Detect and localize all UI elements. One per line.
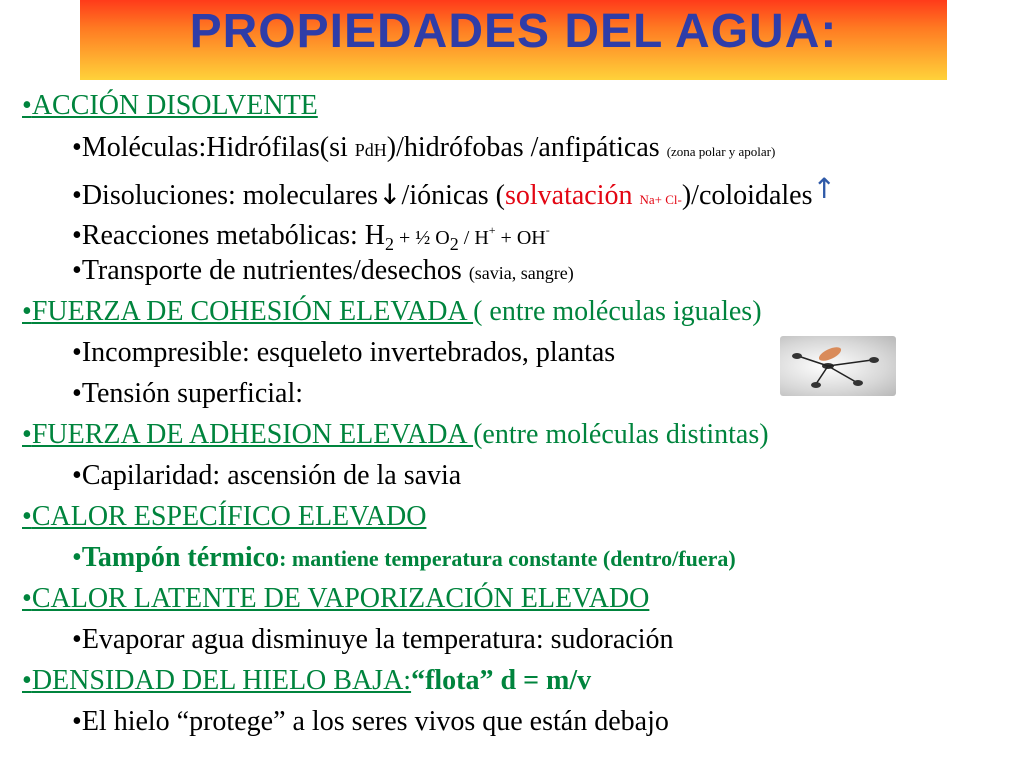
item-red: solvatación [504, 180, 633, 211]
bullet: • [22, 665, 32, 696]
item-text: Disoluciones: moleculares [81, 180, 379, 211]
bullet: • [72, 460, 82, 491]
item-note: (zona polar y apolar) [666, 144, 776, 159]
item-note: (savia, sangre) [468, 263, 574, 283]
superscript: - [545, 223, 550, 237]
bullet: • [72, 624, 82, 655]
item-incompresible [72, 337, 615, 369]
item-capilaridad [72, 460, 461, 492]
heading-text: FUERZA DE ADHESION ELEVADA [31, 419, 474, 450]
item-reacciones [72, 214, 550, 260]
heading-text: DENSIDAD DEL HIELO BAJA: [31, 665, 412, 696]
heading-note: (entre moléculas distintas) [473, 419, 769, 450]
water-strider-photo [780, 336, 896, 396]
bullet: • [22, 90, 32, 121]
heading-text: CALOR LATENTE DE VAPORIZACIÓN ELEVADO [31, 583, 650, 614]
heading-text: FUERZA DE COHESIÓN ELEVADA [31, 296, 474, 327]
heading-bold: “flota” d = m/v [411, 665, 592, 696]
bullet: • [22, 501, 32, 532]
item-transporte [72, 255, 574, 289]
subscript: 2 [385, 234, 395, 254]
item-bold-green: Tampón térmico [81, 542, 280, 573]
page-title: PROPIEDADES DEL AGUA: [189, 5, 838, 58]
bullet: • [72, 337, 82, 368]
item-hielo [72, 706, 669, 738]
heading-accion-disolvente [22, 90, 318, 122]
heading-adhesion [22, 419, 769, 451]
item-text: Incompresible: esqueleto invertebrados, plantas [81, 337, 616, 368]
heading-cohesion [22, 296, 762, 328]
item-disoluciones [72, 173, 836, 216]
bullet: • [72, 180, 82, 211]
item-text: El hielo “protege” a los seres vivos que están debajo [81, 706, 669, 737]
item-evaporar [72, 624, 673, 656]
item-text2: + ½ O [394, 227, 450, 249]
item-moleculas [72, 132, 775, 168]
bullet: • [22, 583, 32, 614]
item-text3: )/coloidales [681, 180, 813, 211]
subscript: 2 [449, 234, 459, 254]
item-tampon [72, 542, 736, 575]
heading-calor-especifico [22, 501, 426, 533]
bullet: • [72, 132, 82, 163]
item-text2: /iónicas ( [401, 180, 505, 211]
item-small: PdH [354, 140, 387, 160]
item-text3: / H [458, 227, 489, 249]
item-text: Tensión superficial: [81, 378, 304, 409]
arrow-down-icon: ↓ [378, 178, 402, 211]
heading-note: ( entre moléculas iguales) [473, 296, 762, 327]
superscript: + [488, 223, 496, 237]
item-text: Moléculas:Hidrófilas(si [81, 132, 355, 163]
item-text: Transporte de nutrientes/desechos [81, 255, 469, 286]
title-banner [80, 0, 947, 80]
bullet: • [72, 255, 82, 286]
item-tension [72, 378, 303, 410]
heading-densidad [22, 665, 591, 697]
item-text: Capilaridad: ascensión de la savia [81, 460, 462, 491]
bullet: • [72, 542, 82, 573]
item-text2: )/hidrófobas /anfipáticas [386, 132, 667, 163]
bullet: • [72, 706, 82, 737]
item-bold: : mantiene temperatura constante (dentro/fuera) [279, 546, 736, 571]
item-ions: Na+ Cl- [639, 192, 682, 207]
arrow-up-icon: ↑ [812, 172, 836, 205]
item-text4: + OH [495, 227, 546, 249]
heading-calor-latente [22, 583, 649, 615]
item-text: Reacciones metabólicas: H [81, 220, 386, 251]
item-text: Evaporar agua disminuye la temperatura: sudoración [81, 624, 674, 655]
heading-text: CALOR ESPECÍFICO ELEVADO [31, 501, 427, 532]
bullet: • [72, 220, 82, 251]
bullet: • [72, 378, 82, 409]
bullet: • [22, 296, 32, 327]
bullet: • [22, 419, 32, 450]
heading-text: ACCIÓN DISOLVENTE [31, 90, 318, 121]
